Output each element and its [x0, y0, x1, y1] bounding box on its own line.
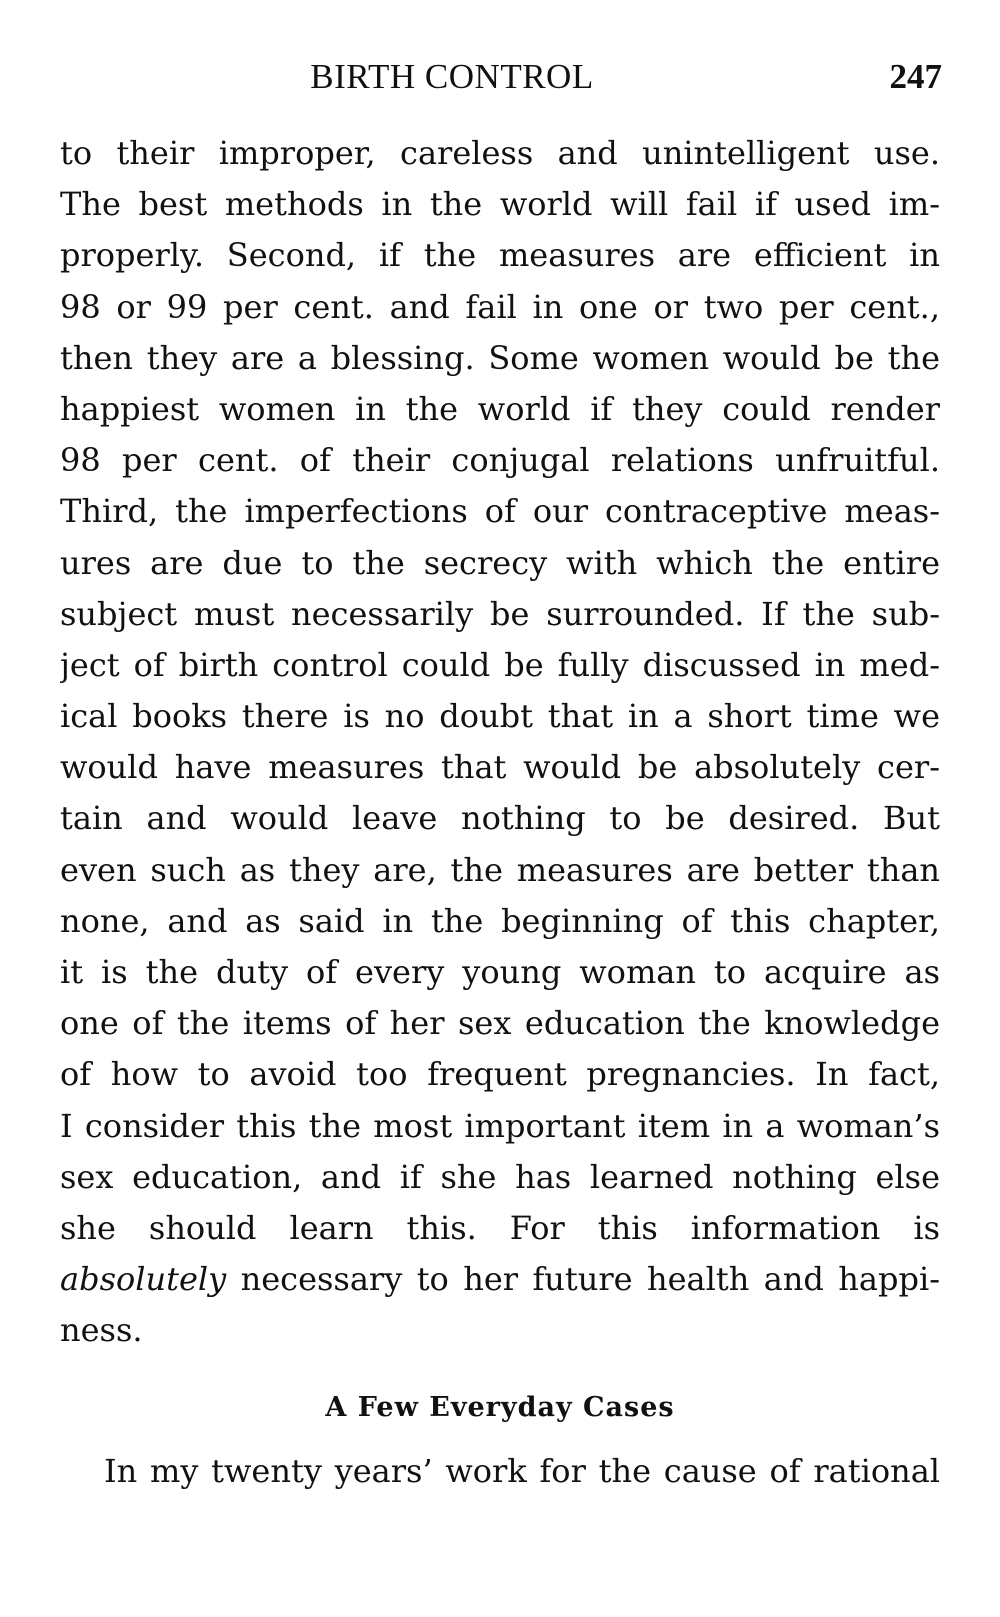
text-line-with-emphasis [60, 1254, 940, 1305]
text-line: happiest women in the world if they could render [60, 389, 940, 428]
text-line: she should learn this. For this information is [60, 1208, 940, 1247]
text-line: ures are due to the secrecy with which the entire [60, 543, 940, 582]
text-line: then they are a blessing. Some women would be the [60, 338, 940, 377]
text-line: 98 or 99 per cent. and fail in one or two per cent., [60, 287, 940, 326]
text-line: ical books there is no doubt that in a short time we [60, 697, 940, 736]
text-line: of how to avoid too frequent pregnancies. In fact, [60, 1055, 940, 1094]
text-line: subject must necessarily be surrounded. If the sub- [60, 594, 940, 633]
text-line: ness. [60, 1311, 143, 1350]
text-line: sex education, and if she has learned nothing else [60, 1157, 940, 1196]
text-line: to their improper, careless and unintelligent use. [60, 134, 940, 172]
section-first-paragraph [60, 1446, 940, 1497]
text-line: Third, the imperfections of our contraceptive meas- [60, 492, 940, 531]
text-line: tain and would leave nothing to be desired. But [60, 799, 940, 838]
text-segment: necessary to her future health and happi- [226, 1260, 940, 1299]
text-line: even such as they are, the measures are better than [60, 850, 940, 889]
text-line: one of the items of her sex education the knowledge [60, 1004, 940, 1043]
text-line: 98 per cent. of their conjugal relations unfruitful. [60, 441, 940, 480]
paragraph-text [60, 128, 940, 1357]
page-number: 247 [889, 57, 942, 96]
text-line: would have measures that would be absolutely cer- [60, 748, 940, 787]
text-line: none, and as said in the beginning of this chapter, [60, 901, 940, 940]
text-line: I consider this the most important item in a woman’s [60, 1106, 940, 1145]
emphasized-word: absolutely [60, 1260, 227, 1299]
running-title: BIRTH CONTROL [310, 57, 594, 96]
section-heading: A Few Everyday Cases [325, 1392, 675, 1423]
text-line: The best methods in the world will fail if used im- [60, 185, 940, 224]
text-line: In my twenty years’ work for the cause of rational [104, 1452, 940, 1490]
running-head [62, 52, 942, 102]
text-line: properly. Second, if the measures are efficient in [60, 236, 940, 275]
text-line: it is the duty of every young woman to acquire as [60, 953, 940, 991]
text-line: ject of birth control could be fully discussed in med- [60, 645, 940, 684]
